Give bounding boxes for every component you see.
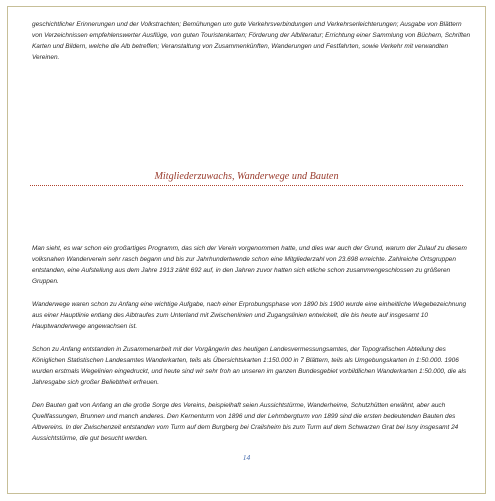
- body-paragraph-4: Den Bauten galt von Anfang an die große Sorge des Vereins, beispielhaft seien Aussichtstürme, Wanderheime, Schutzhütten erwähnt, aber auch Quellfassungen, Brunnen und manch anderes. Den Kernenturm von 1896 und der Lehmbergturm von 1899 sind die ersten bedeutenden Bauten des Albvereins. In der Zwischenzeit entstanden vom Turm auf dem Burgberg bei Crailsheim bis zum Turm auf dem Schwarzen Grat bei Isny insgesamt 24 Aussichtstürme, die gut besucht werden.: [32, 402, 459, 443]
- body-paragraph-1: Man sieht, es war schon ein großartiges Programm, das sich der Verein vorgenommen hatte, und dies war auch der Grund, warum der Zulauf zu diesem volksnahen Wanderverein sehr rasch begann und bis zur Jahrhundertwende schon eine Mitgliederzahl von 23.698 erreichte. Zahlreiche Ortsgruppen entstanden, eine Aufstellung aus dem Jahre 1913 zählt 692 auf, in den Jahren zuvor hatten sich etliche schon zusammengeschlossen zu größeren Gruppen.: [32, 245, 467, 286]
- body-paragraph-2: Wanderwege waren schon zu Anfang eine wichtige Aufgabe, nach einer Erprobungsphase von 1890 bis 1900 wurde eine einheitliche Wegebezeichnung aus einer Hauptlinie entlang des Albtraufes zum Unterland mit Zwischenlinien und Zugangslinien entwickelt, die bis heute auf insgesamt 10 Hauptwanderwege angewachsen ist.: [32, 301, 467, 331]
- section-heading: Mitgliederzuwachs, Wanderwege und Bauten: [154, 171, 339, 182]
- body-paragraph-3: Schon zu Anfang entstanden in Zusammenarbeit mit der Vorgängerin des heutigen Landesvermessungsamtes, der Topografischen Abteilung des Königlichen Statistischen Landesamtes Wanderkarten, teils als Übersichtskarten 1:150.000 in 7 Blättern, teils als Umgebungskarten in 1:50.000. 1906 wurden erstmals Wegelinien eingedruckt, und heute sind wir sehr froh an unseren im ganzen Bundesgebiet vorbildlichen Wanderkarten 1:50.000, die als Jahresgabe sich großer Beliebtheit erfreuen.: [32, 346, 467, 387]
- intro-paragraph: geschichtlicher Erinnerungen und der Volkstrachten; Bemühungen um gute Verkehrsverbindungen und Verkehrserleichterungen; Ausgabe von Blättern von Verzeichnissen empfehlenswerter Ausflüge, von guten Touristenkarten; Förderung der Albliteratur; Errichtung einer Sammlung von Büchern, Schriften Karten und Bildern, welche die Alb betreffen; Veranstaltung von Zusammenkünften, Wanderungen und Festfahrten, sowie Verkehr mit verwandten Vereinen.: [32, 21, 471, 62]
- page-number: 14: [242, 453, 251, 462]
- document-page: [7, 6, 486, 494]
- heading-divider: [30, 185, 463, 186]
